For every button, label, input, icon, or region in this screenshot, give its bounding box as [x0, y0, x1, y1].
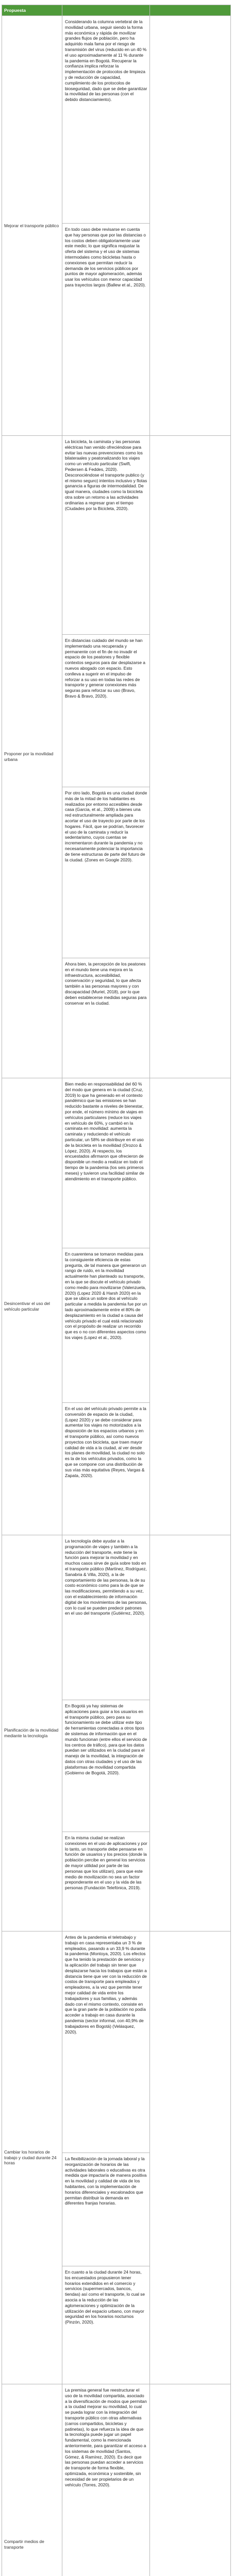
- description-block: Antes de la pandemia el teletrabajo y trabajo en casa representaba un 3 % de empleados, pasando a un 33,9 % durante la pandemia (Montoya, 2020). Los efectos que ha tenido la prestación de servicios y la aplicación del trabajo sin tener que desplazarse hacia los trabajos que están a distancia tiene que ver con la reducción de costos de transporte para empleados y empleadores, a la vez que permite tener mejor calidad de vida entre los trabajadores y sus familias, y además dado con el mismo contexto, consiste en que la gran parte de la población no podía acceder a trabajo en casa durante la pandemia (sector informal, con 40,9% de trabajadores en Bogotá) (Velásquez, 2020).: [62, 1931, 149, 2153]
- proposal-cell: [2, 1535, 62, 1931]
- description-cell: [62, 1078, 150, 1535]
- header-proposal: Propuesta: [2, 5, 62, 16]
- description-block: En la misma ciudad se realizan conexiones en el uso de aplicaciones y por lo tanto, un transporte debe pensarse en función de usuarios y los precios (donde la población percibe en general los servicios de mayor utilidad por parte de las personas que los utilizan), para que este medio de movilización no sea un factor preponderante en el uso y la vida de las personas (Fundación Telefónica, 2019).: [65, 1835, 147, 1891]
- table-body: [2, 16, 231, 2576]
- description-cell: [62, 436, 150, 1078]
- proposal-label: Proponer por la movilidad urbana: [4, 751, 54, 762]
- description-cell: [62, 2384, 150, 2576]
- proposal-cell: [2, 1078, 62, 1535]
- empty-cell: [150, 2384, 231, 2576]
- table-row: [2, 1931, 231, 2384]
- description-block: Por otro lado, Bogotá es una ciudad donde más de la mitad de los habitantes es realizados por entorno accesibles desde casa (Garcia, et al., 2009) a bienes una red estructuralmente ampliada para acortar el uso de trayecto por parte de los hogares. Fácil, que se podrían, favorecer el uso de la caminata y reducir la sedentarismo, cuyos cuentas se incrementaron durante la pandemia y no necesariamente potenciar la importancia de tiene estructuras de parte del futuro de la ciudad. (Zones en Google 2020).: [62, 787, 149, 958]
- empty-cell: [150, 16, 231, 436]
- proposal-label: Cambiar los horarios de trabajo y ciudad durante 24 horas: [4, 2149, 57, 2166]
- proposals-table: [2, 5, 231, 2576]
- proposal-label: Mejorar el transporte público: [4, 223, 59, 228]
- proposal-cell: [2, 2384, 62, 2576]
- table-row: [2, 1535, 231, 1931]
- proposal-label: Desincentivar el uso del vehículo particular: [4, 1301, 50, 1312]
- proposal-cell: [2, 1931, 62, 2384]
- empty-cell: [150, 1931, 231, 2384]
- description-block: Bien medio en responsabilidad del 60 % del modo que genera en la ciudad (Cruz, 2019) lo que ha generado en el contexto pandémico que las emisiones se han reducido bastante a niveles de bienestar, por ende, el número mínimo de viajes en vehículos particulares (reduce los viajes en vehículo de 60%, y cambió en la caminata en movilidad: aumenta la caminata y reduciendo el vehículo particular, un 58% se distribuye en el uso de la bicicleta en la movilidad (Orozco & López, 2020). Al respecto, los encuestados afirmaron que ofrecieron de disponible un medio a realizar en todo el tiempo de la pandemia (los seis primeros meses) y tuvieron una facilidad similar de atendimiento en el transporte público.: [62, 1078, 149, 1248]
- description-block: La tecnología debe ayudar a la programación de viajes y también a la reducción del transporte, este tiene la función para mejorar la movilidad y en muchos casos sirve de guía sobre todo en el transporte público (Martínez, Rodríguez, Sanabria & Villa, 2020), a la de comportamiento de las personas, la de su costo económico como para la de que se las modificaciones, permitiendo a su vez, con el establecimiento de información digital de los movimientos de las personas, con lo cual se pueden predecir patrones en el uso del transporte (Gutiérrez, 2020).: [62, 1535, 149, 1700]
- proposal-label: Planificación de la movilidad mediante la tecnología: [4, 1727, 59, 1738]
- proposal-cell: [2, 16, 62, 436]
- description-block: La premisa general fue reestructurar el uso de la movilidad compartida, asociado a la diversificación de modos que permitan a la ciudad mejorar su movilidad, lo cual se pueda lograr con la integración del transporte público con otras alternativas (carros compartidos, bicicletas y patinetas), lo que refuerza la idea de que la tecnología puede jugar un papel fundamental, como la mencionada anteriormente, para garantizar el acceso a los sistemas de movilidad (Santos, Gómez, & Ramírez, 2020). Es decir que las personas puedan acceder a servicios de transporte de forma flexible, optimizada, económica y sostenible, sin necesidad de ser propietarios de un vehículo (Torres, 2020).: [62, 2384, 149, 2576]
- table-row: [2, 1078, 231, 1535]
- description-block: En cuarentena se tomaron medidas para la consiguiente eficiencia de estas pregunta, de tal manera que generaron un rango de ruido, en la movilidad actualmente han planteado su transporte, en la que se discute el vehículo privado como medio para movilizarse (Valenzuela, 2020) (Lopez 2020 & Harsh 2020) en la que se ubica un sobre dos al vehículo particular a medida la pandemia fue por un lado aproximadamente entre el 80% de desplazamiento en la ciudad a causa del vehículo privado el cual está relacionado con el propósito de realizar un recorrido que es o no con diferentes aspectos como los viajes (Lopez et al., 2020).: [62, 1248, 149, 1403]
- description-block: En todo caso debe revisarse en cuenta que hay personas que por las distancias o los costos deben obligatoriamente usar este medio; lo que significa reajustar la oferta del sistema y el uso de sistemas intermodales como bicicletas hasta o conexiones que permitan reducir la demanda de los servicios públicos por puntos de mayor aglomeración, además usar los vehículos con menor capacidad para trayectos largos (Ballew et al., 2020).: [65, 227, 146, 287]
- empty-cell: [150, 1078, 231, 1535]
- table-row: [2, 436, 231, 1078]
- table-row: [2, 2384, 231, 2576]
- description-block: Considerando la columna vertebral de la movilidad urbana, seguir siendo la forma más económica y rápida de movilizar grandes flujos de población, pero ha adquirido mala fama por el riesgo de transmisión del virus (reducido en un 40 % el uso aproximadamente al 11 % durante la pandemia en Bogotá. Recuperar la confianza implica reforzar la implementación de protocolos de limpieza y de reducción de capacidad, cumplimiento de los protocolos de bioseguridad, dado que se debe garantizar la movilidad de las personas (con el debido distanciamiento).: [62, 16, 149, 224]
- description-block: En cuanto a la ciudad durante 24 horas, los encuestados propusieron tener horarios extendidos en el comercio y servicios (supermercados, bancos, tiendas) así como el transporte, lo cual se asocia a la reducción de las aglomeraciones y optimización de la utilización del espacio urbano, con mayor seguridad en los horarios nocturnos (Pinzón, 2020).: [65, 2269, 145, 2325]
- description-block: En Bogotá ya hay sistemas de aplicaciones para guiar a los usuarios en el transporte público, pero para su funcionamiento se debe utilizar este tipo de herramientas conectadas a otros tipos de sistemas de información que en el mundo funcionan (entre ellos el servicio de los centros de tráfico), para que los datos puedan ser utilizados en la ciudad para el manejo de la movilidad, la integración de datos con otras ciudades y el uso de las plataformas de movilidad compartida (Gobierno de Bogotá, 2020).: [62, 1700, 149, 1832]
- description-block: En distancias cuidado del mundo se han implementado una recuperada y permanente con el fin de no invadir el espacio de los peatones y flexible contextos seguros para dar desplazarse a nuevos abogado con espacio. Esto conlleva a sugerir en el impulso de reforzar a su uso en todas las redes de transporte y generar conexiones más seguras para reforzar su uso (Bravo, Bravo & Bravo, 2020).: [62, 635, 149, 787]
- description-block: Ahora bien, la percepción de los peatones en el mundo tiene una mejora en la infraestructura, accesibilidad, conservación y seguridad, lo que afecta también a las personas mayores y con discapacidad (Muriel, 2018), por lo que deben establecerse medidas seguras para conservar en la ciudad.: [65, 961, 147, 1006]
- proposal-label: Compartir medios de transporte: [4, 2539, 44, 2550]
- empty-cell: [150, 436, 231, 1078]
- table-row: [2, 16, 231, 436]
- description-block: La flexibilización de la jornada laboral y la reorganización de horarios de las actividades laborales o educativas es otra medida que impactaría de manera positiva en la movilidad y calidad de vida de los habitantes, con la implementación de horarios diferenciales y escalonados que permitan distribuir la demanda en diferentes franjas horarias.: [62, 2153, 149, 2266]
- description-cell: [62, 1931, 150, 2384]
- description-block: La bicicleta, la caminata y las personas eléctricas han venido ofreciéndose para evitar las nuevas prevenciones como los bilateraales y peatonalizando los viajes como un vehículo particular (Swift, Pedersen & Feddes, 2020). Desconociéndose el transporte publico (y el mismo seguro) intentos inclusivo y flotas ganancia a figuras de intermodalidad. De igual manera, ciudades como la bicicleta otra sobre un retorno a las actividades ordinarias a regresar gran el tiempo (Ciudades por la Bicicleta, 2020).: [62, 436, 149, 635]
- table-header: [2, 5, 231, 16]
- header-notes: [150, 5, 231, 16]
- proposal-cell: [2, 436, 62, 1078]
- description-cell: [62, 16, 150, 436]
- header-description: [62, 5, 150, 16]
- empty-cell: [150, 1535, 231, 1931]
- description-block: En el uso del vehículo privado permite a la conversión de espacio de la ciudad, (Lopez 2020) y se debe considerar para aumentar los viajes no motorizados a la disposición de los espacios urbanos y en el transporte público, así como nuevos proyectos con bicicleta, que traen mayor calidad de vida a la ciudad, al ver desde los planes de movilidad, la ciudad no solo es la de los vehículos privados, como la que se compone con una distribución de sus vías más equitativa (Reyes, Vargas & Zapata, 2020).: [65, 1406, 146, 1478]
- description-cell: [62, 1535, 150, 1931]
